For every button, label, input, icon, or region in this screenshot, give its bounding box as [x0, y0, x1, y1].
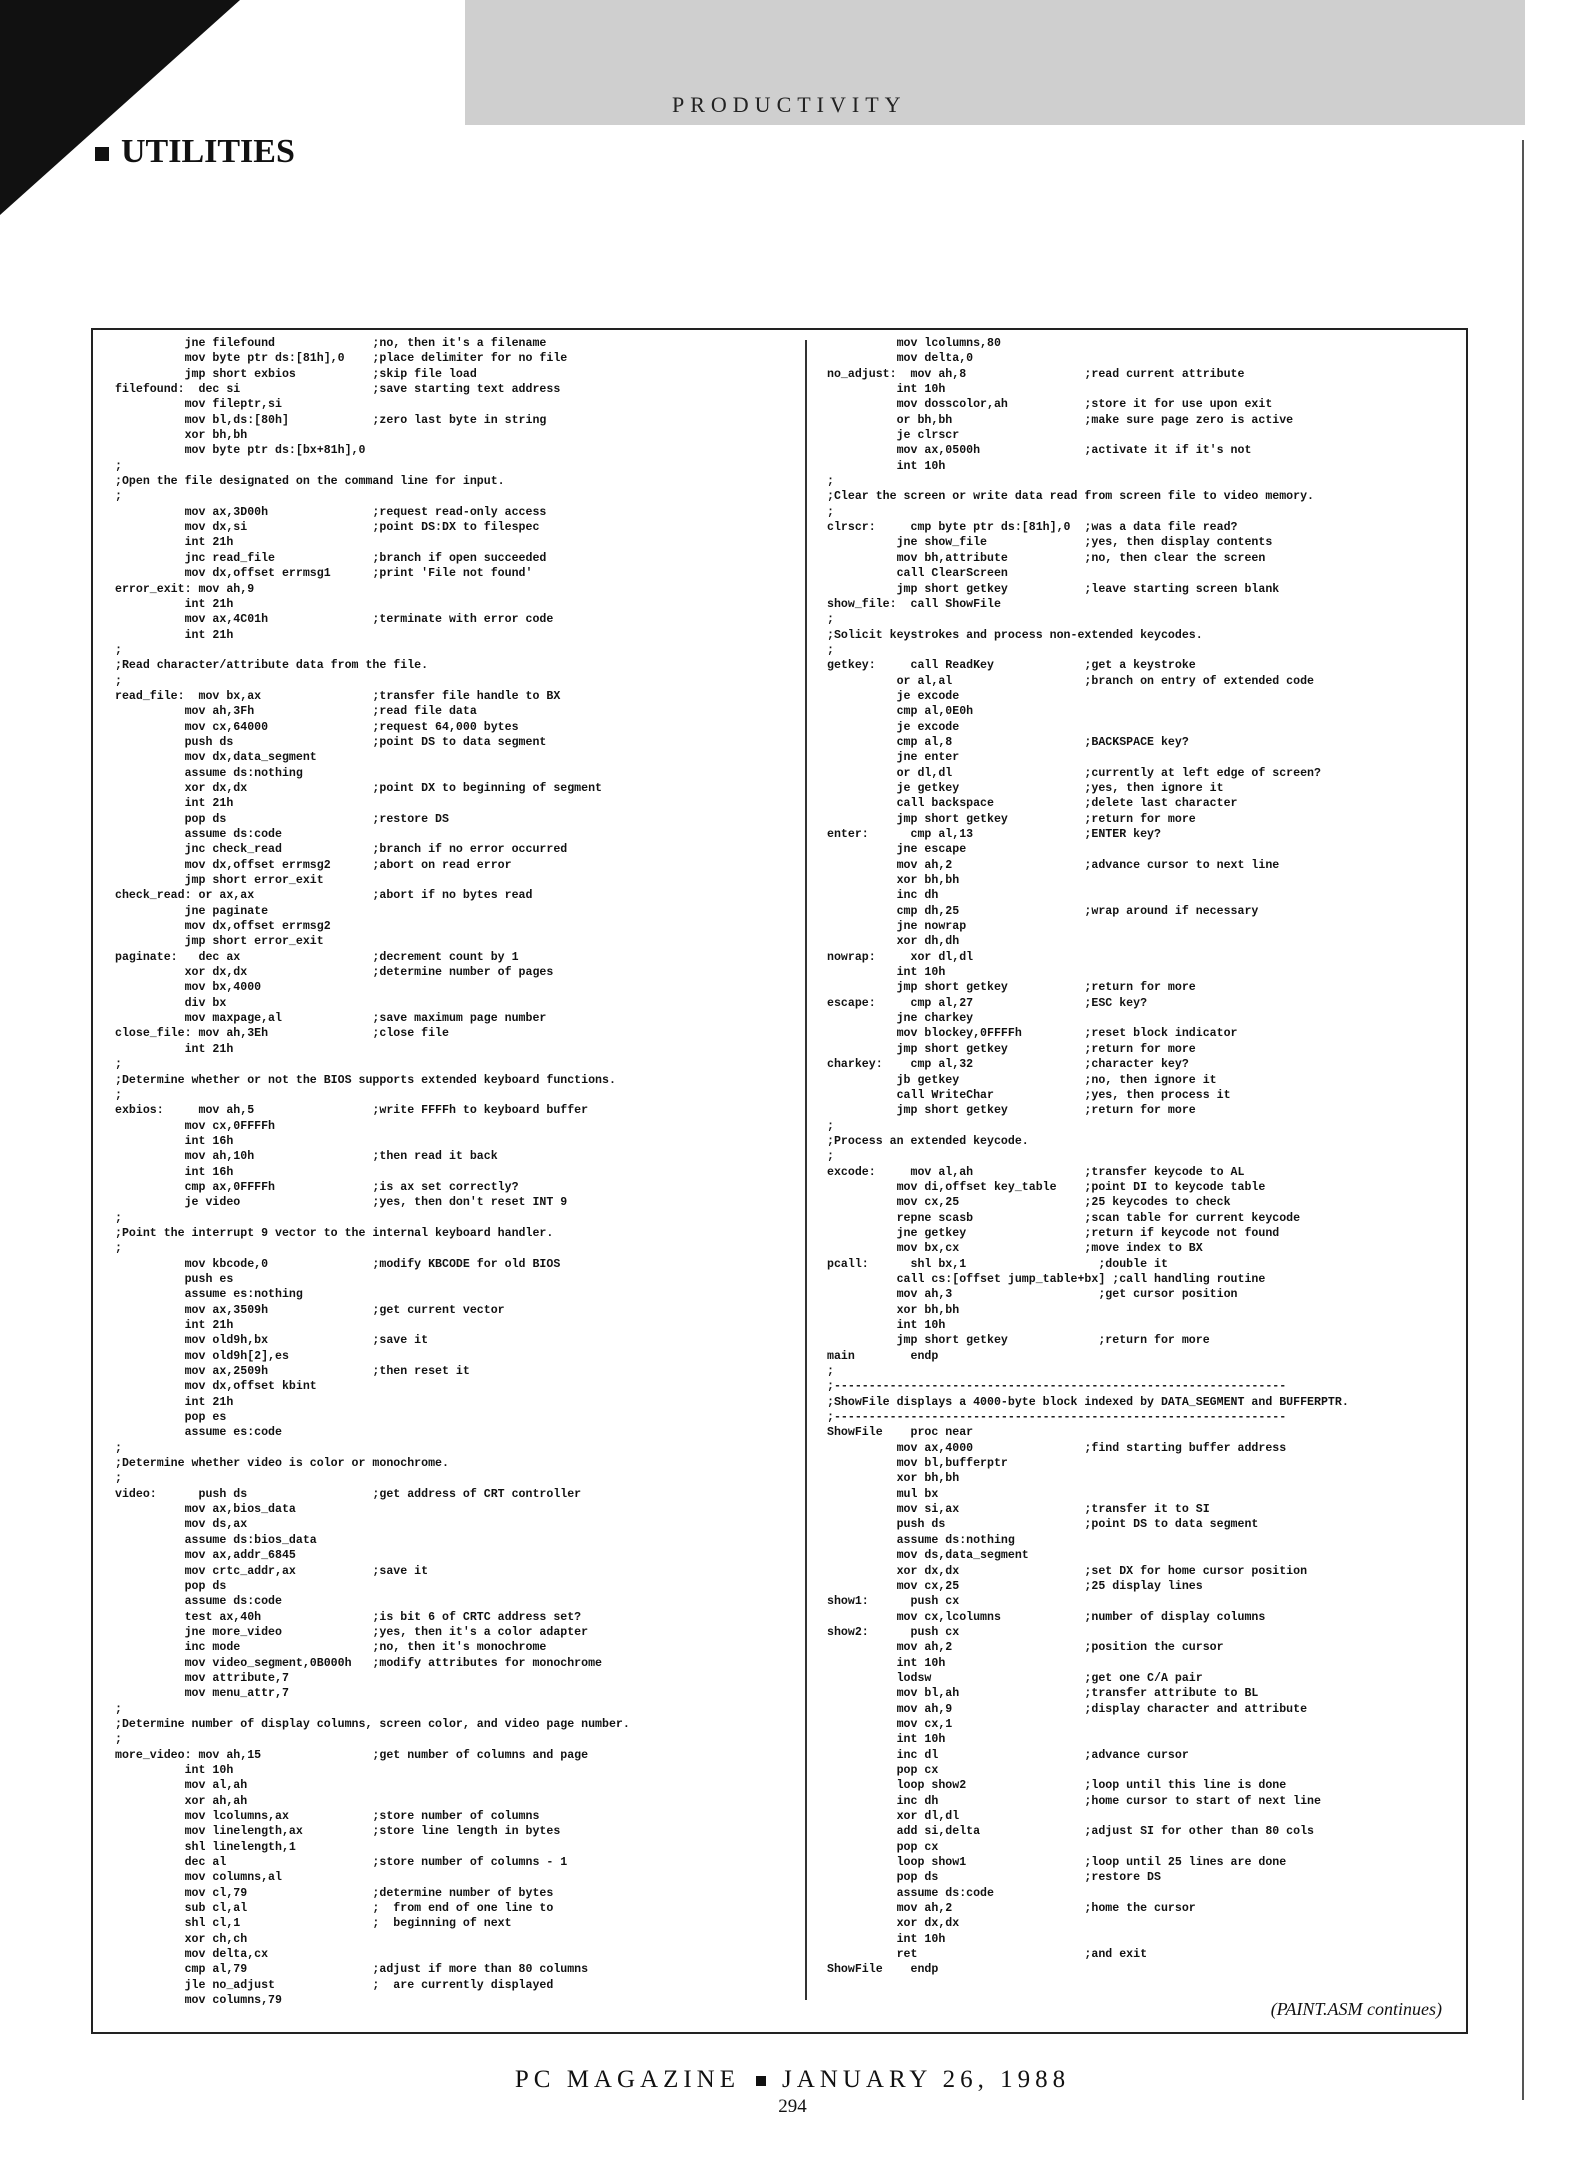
code-line: xor ch,ch — [115, 1932, 248, 1946]
code-line: xor dx,dx ;determine number of pages — [115, 966, 554, 980]
page-footer — [0, 2066, 1585, 2094]
code-line: cmp al,8 ;BACKSPACE key? — [827, 735, 1189, 749]
code-line: loop show2 ;loop until this line is done — [827, 1779, 1287, 1793]
code-line: mov kbcode,0 ;modify KBCODE for old BIOS — [115, 1257, 561, 1271]
code-line: jne escape — [827, 843, 967, 857]
code-line: push es — [115, 1272, 234, 1286]
section-heading: PRODUCTIVITY — [672, 92, 907, 117]
code-line: int 21h — [115, 1319, 234, 1332]
code-line: je getkey ;yes, then ignore it — [827, 781, 1224, 795]
code-line: jmp short getkey ;leave starting screen blank — [827, 582, 1280, 596]
code-line: ;ShowFile displays a 4000-byte block indexed by DATA_SEGMENT and BUFFERPTR. — [827, 1395, 1349, 1409]
code-line: xor dx,dx ;set DX for home cursor position — [827, 1564, 1308, 1578]
code-line: mov bl,ds:[80h] ;zero last byte in string — [115, 413, 547, 427]
code-line: pop cx — [827, 1763, 939, 1777]
code-line: pop ds — [115, 1579, 227, 1593]
code-line: mov bl,ah ;transfer attribute to BL — [827, 1687, 1259, 1701]
code-line: inc mode ;no, then it's monochrome — [115, 1641, 547, 1655]
code-line: pop ds ;restore DS — [827, 1871, 1161, 1885]
code-line: mov video_segment,0B000h ;modify attributes for monochrome — [115, 1656, 603, 1670]
code-line: ;Clear the screen or write data read from screen file to video memory. — [827, 490, 1315, 504]
code-line: jb getkey ;no, then ignore it — [827, 1073, 1217, 1087]
code-line: inc dl ;advance cursor — [827, 1748, 1189, 1762]
code-line: mov columns,79 — [115, 1994, 282, 2008]
code-line: push ds ;point DS to data segment — [115, 735, 547, 749]
code-line: ret ;and exit — [827, 1948, 1148, 1962]
code-line: jnc read_file ;branch if open succeeded — [115, 551, 547, 565]
code-line: int 10h — [827, 1932, 946, 1946]
code-line: pop es — [115, 1411, 227, 1425]
code-line: charkey: cmp al,32 ;character key? — [827, 1058, 1189, 1072]
code-line: jne getkey ;return if keycode not found — [827, 1226, 1280, 1240]
code-line: int 16h — [115, 1134, 234, 1148]
code-line: show1: push cx — [827, 1595, 960, 1609]
code-line: close_file: mov ah,3Eh ;close file — [115, 1027, 449, 1041]
code-line: mov dx,offset errmsg2 — [115, 920, 331, 934]
code-line: mov crtc_addr,ax ;save it — [115, 1564, 429, 1578]
code-line: ;Process an extended keycode. — [827, 1134, 1029, 1148]
code-line: ; — [827, 475, 834, 489]
column-separator — [805, 340, 807, 2000]
code-line: assume ds:code — [115, 1595, 282, 1609]
code-line: cmp al,0E0h — [827, 705, 974, 719]
code-line: assume ds:nothing — [827, 1533, 1015, 1547]
code-line: mov dx,offset errmsg1 ;print 'File not found' — [115, 567, 533, 581]
code-line: ; — [115, 459, 122, 473]
code-line: mov lcolumns,80 — [827, 337, 1001, 350]
code-line: show_file: call ShowFile — [827, 597, 1001, 611]
code-line: mov ax,2509h ;then reset it — [115, 1365, 470, 1379]
code-line: push ds ;point DS to data segment — [827, 1518, 1259, 1532]
code-line: ; — [115, 674, 122, 688]
code-line: mov ah,2 ;home the cursor — [827, 1902, 1196, 1916]
code-line: ; — [115, 643, 122, 657]
code-line: ;Read character/attribute data from the file. — [115, 659, 429, 673]
code-column-left — [115, 336, 795, 2008]
code-line: xor bh,bh — [827, 1303, 960, 1317]
code-line: int 16h — [115, 1165, 234, 1179]
code-line: repne scasb ;scan table for current keycode — [827, 1211, 1301, 1225]
code-line: error_exit: mov ah,9 — [115, 582, 255, 596]
code-line: assume ds:code — [827, 1886, 994, 1900]
code-line: assume ds:bios_data — [115, 1533, 317, 1547]
code-line: int 10h — [827, 383, 946, 397]
code-line: jnc check_read ;branch if no error occurred — [115, 843, 568, 857]
code-line: loop show1 ;loop until 25 lines are done — [827, 1856, 1287, 1870]
code-line: mov cx,1 — [827, 1717, 953, 1731]
code-line: jne enter — [827, 751, 960, 765]
code-line: mov dx,offset errmsg2 ;abort on read error — [115, 858, 512, 872]
code-line: mov ah,9 ;display character and attribute — [827, 1702, 1308, 1716]
code-line: inc dh — [827, 889, 939, 903]
code-line: video: push ds ;get address of CRT controller — [115, 1487, 582, 1501]
code-line: call WriteChar ;yes, then process it — [827, 1088, 1231, 1102]
code-line: ; — [827, 1150, 834, 1164]
code-line: mov bh,attribute ;no, then clear the screen — [827, 551, 1266, 565]
code-line: mov bl,bufferptr — [827, 1457, 1008, 1471]
code-line: or al,al ;branch on entry of extended code — [827, 674, 1315, 688]
code-line: more_video: mov ah,15 ;get number of columns and page — [115, 1748, 589, 1762]
code-line: mov maxpage,al ;save maximum page number — [115, 1012, 547, 1026]
code-line: int 21h — [115, 597, 234, 611]
code-line: xor ah,ah — [115, 1794, 248, 1808]
code-line: xor bh,bh — [827, 1472, 960, 1486]
code-line: mov cl,79 ;determine number of bytes — [115, 1886, 554, 1900]
code-line: ; — [115, 1088, 122, 1102]
code-line: xor dh,dh — [827, 935, 960, 949]
corner-triangle-graphic — [0, 0, 240, 215]
code-line: sub cl,al ; from end of one line to — [115, 1902, 554, 1916]
code-line: ;----------------------------------------------------------------- — [827, 1411, 1287, 1425]
code-line: jmp short getkey ;return for more — [827, 1334, 1210, 1348]
code-line: mov dosscolor,ah ;store it for use upon exit — [827, 398, 1273, 412]
code-line: assume es:nothing — [115, 1288, 303, 1302]
code-line: assume ds:code — [115, 828, 282, 841]
code-line: mov cx,64000 ;request 64,000 bytes — [115, 720, 519, 734]
code-line: exbios: mov ah,5 ;write FFFFh to keyboard buffer — [115, 1104, 589, 1118]
code-line: mov si,ax ;transfer it to SI — [827, 1503, 1210, 1517]
code-line: int 10h — [827, 1733, 946, 1747]
code-line: je excode — [827, 720, 960, 734]
code-line: ; — [115, 1242, 122, 1256]
code-line: mov dx,data_segment — [115, 751, 317, 765]
code-line: mov di,offset key_table ;point DI to keycode table — [827, 1180, 1266, 1194]
code-line: jmp short error_exit — [115, 935, 324, 949]
code-line: lodsw ;get one C/A pair — [827, 1671, 1203, 1685]
code-line: mov ah,3Fh ;read file data — [115, 705, 477, 719]
code-line: mov dx,offset kbint — [115, 1380, 317, 1394]
code-line: mov bx,cx ;move index to BX — [827, 1242, 1203, 1256]
code-line: add si,delta ;adjust SI for other than 80 cols — [827, 1825, 1315, 1839]
code-line: mov ah,3 ;get cursor position — [827, 1288, 1238, 1302]
code-line: no_adjust: mov ah,8 ;read current attribute — [827, 367, 1245, 381]
code-line: div bx — [115, 996, 227, 1010]
code-line: mov delta,0 — [827, 352, 974, 366]
code-line: jmp short getkey ;return for more — [827, 812, 1196, 826]
code-line: main endp — [827, 1349, 939, 1363]
code-line: mov attribute,7 — [115, 1671, 289, 1685]
code-line: ; — [115, 1211, 122, 1225]
code-line: mov cx,25 ;25 keycodes to check — [827, 1196, 1231, 1210]
code-line: inc dh ;home cursor to start of next line — [827, 1794, 1321, 1808]
code-line: mov bx,4000 — [115, 981, 262, 995]
code-line: mov ds,ax — [115, 1518, 248, 1532]
code-line: paginate: dec ax ;decrement count by 1 — [115, 950, 519, 964]
code-line: xor dx,dx — [827, 1917, 960, 1931]
code-line: mov byte ptr ds:[bx+81h],0 — [115, 444, 366, 458]
footer-date: JANUARY 26, 1988 — [782, 2066, 1071, 2093]
page-margin-rule — [1522, 140, 1524, 2100]
code-line: pcall: shl bx,1 ;double it — [827, 1257, 1168, 1271]
code-line: mov ah,10h ;then read it back — [115, 1150, 498, 1164]
code-line: ; — [827, 643, 834, 657]
code-line: jne more_video ;yes, then it's a color adapter — [115, 1625, 589, 1639]
code-line: show2: push cx — [827, 1625, 960, 1639]
code-line: read_file: mov bx,ax ;transfer file handle to BX — [115, 689, 561, 703]
code-line: mov ah,2 ;advance cursor to next line — [827, 858, 1280, 872]
code-line: mov cx,lcolumns ;number of display columns — [827, 1610, 1266, 1624]
code-line: ; — [115, 1472, 122, 1486]
code-line: je video ;yes, then don't reset INT 9 — [115, 1196, 568, 1210]
code-line: int 10h — [827, 966, 946, 980]
code-line: call backspace ;delete last character — [827, 797, 1238, 811]
code-line: or bh,bh ;make sure page zero is active — [827, 413, 1294, 427]
code-line: ShowFile proc near — [827, 1426, 974, 1440]
code-line: mov old9h[2],es — [115, 1349, 289, 1363]
page-number: 294 — [778, 2096, 807, 2117]
code-line: mov al,ah — [115, 1779, 248, 1793]
code-line: jne paginate — [115, 904, 269, 918]
code-line: cmp ax,0FFFFh ;is ax set correctly? — [115, 1180, 519, 1194]
code-line: mov byte ptr ds:[81h],0 ;place delimiter for no file — [115, 352, 568, 366]
code-line: mov ax,4000 ;find starting buffer address — [827, 1441, 1287, 1455]
code-line: jmp short getkey ;return for more — [827, 981, 1196, 995]
code-line: ; — [827, 613, 834, 627]
code-line: clrscr: cmp byte ptr ds:[81h],0 ;was a data file read? — [827, 521, 1238, 535]
code-line: mov old9h,bx ;save it — [115, 1334, 429, 1348]
code-line: mov blockey,0FFFFh ;reset block indicator — [827, 1027, 1238, 1041]
code-line: ; — [827, 505, 834, 519]
code-line: mov ax,addr_6845 — [115, 1549, 296, 1563]
code-line: ; — [827, 1119, 834, 1133]
code-line: call cs:[offset jump_table+bx] ;call handling routine — [827, 1272, 1266, 1286]
code-line: jmp short exbios ;skip file load — [115, 367, 477, 381]
column-title — [95, 133, 295, 171]
code-line: enter: cmp al,13 ;ENTER key? — [827, 828, 1161, 841]
code-line: nowrap: xor dl,dl — [827, 950, 974, 964]
code-line: je excode — [827, 689, 960, 703]
code-line: mov ds,data_segment — [827, 1549, 1029, 1563]
code-line: xor dx,dx ;point DX to beginning of segment — [115, 781, 603, 795]
code-line: mov cx,0FFFFh — [115, 1119, 276, 1133]
code-line: int 10h — [827, 1319, 946, 1332]
code-line: jle no_adjust ; are currently displayed — [115, 1978, 554, 1992]
code-line: assume ds:nothing — [115, 766, 303, 780]
code-line: dec al ;store number of columns - 1 — [115, 1856, 568, 1870]
code-line: int 21h — [115, 536, 234, 550]
code-line: ; — [115, 1441, 122, 1455]
code-line: int 10h — [827, 1656, 946, 1670]
code-line: int 10h — [827, 459, 946, 473]
code-line: mov ax,3D00h ;request read-only access — [115, 505, 547, 519]
header-gray-band — [465, 0, 1525, 125]
code-line: shl linelength,1 — [115, 1840, 296, 1854]
code-line: jne show_file ;yes, then display contents — [827, 536, 1273, 550]
code-line: mov delta,cx — [115, 1948, 269, 1962]
code-line: mov ax,bios_data — [115, 1503, 296, 1517]
code-line: call ClearScreen — [827, 567, 1008, 581]
code-line: jmp short error_exit — [115, 874, 324, 888]
footer-magazine: PC MAGAZINE — [514, 2066, 741, 2093]
code-line: ;Open the file designated on the command line for input. — [115, 475, 505, 489]
code-line: jne charkey — [827, 1012, 974, 1026]
code-line: assume es:code — [115, 1426, 282, 1440]
code-line: jne nowrap — [827, 920, 967, 934]
code-line: ; — [827, 1365, 834, 1379]
code-line: mov fileptr,si — [115, 398, 282, 412]
code-line: xor bh,bh — [827, 874, 960, 888]
code-line: mov cx,25 ;25 display lines — [827, 1579, 1203, 1593]
code-line: pop ds ;restore DS — [115, 812, 449, 826]
code-line: mov columns,al — [115, 1871, 282, 1885]
code-line: int 21h — [115, 1042, 234, 1056]
code-line: ; — [115, 1702, 122, 1716]
code-line: ;Determine whether video is color or monochrome. — [115, 1457, 449, 1471]
column-title-text: UTILITIES — [121, 133, 295, 170]
code-line: mul bx — [827, 1487, 939, 1501]
code-line: escape: cmp al,27 ;ESC key? — [827, 996, 1148, 1010]
code-line: cmp al,79 ;adjust if more than 80 columns — [115, 1963, 589, 1977]
code-line: getkey: call ReadKey ;get a keystroke — [827, 659, 1196, 673]
code-line: mov lcolumns,ax ;store number of columns — [115, 1810, 540, 1823]
code-line: pop cx — [827, 1840, 939, 1854]
code-line: ;Solicit keystrokes and process non-extended keycodes. — [827, 628, 1203, 642]
code-line: mov linelength,ax ;store line length in bytes — [115, 1825, 561, 1839]
code-line: ShowFile endp — [827, 1963, 939, 1977]
code-line: filefound: dec si ;save starting text address — [115, 383, 561, 397]
code-line: test ax,40h ;is bit 6 of CRTC address set? — [115, 1610, 582, 1624]
code-line: shl cl,1 ; beginning of next — [115, 1917, 512, 1931]
code-line: int 21h — [115, 628, 234, 642]
code-line: ;Determine whether or not the BIOS supports extended keyboard functions. — [115, 1073, 616, 1087]
code-line: ;Determine number of display columns, screen color, and video page number. — [115, 1717, 630, 1731]
code-line: ; — [115, 1058, 122, 1072]
code-line: ;Point the interrupt 9 vector to the internal keyboard handler. — [115, 1226, 554, 1240]
footer-bullet-icon — [756, 2076, 766, 2086]
code-column-right — [827, 336, 1467, 1978]
code-line: ;----------------------------------------------------------------- — [827, 1380, 1287, 1394]
code-line: excode: mov al,ah ;transfer keycode to AL — [827, 1165, 1245, 1179]
code-line: check_read: or ax,ax ;abort if no bytes read — [115, 889, 533, 903]
code-line: cmp dh,25 ;wrap around if necessary — [827, 904, 1259, 918]
code-line: je clrscr — [827, 429, 960, 443]
code-line: xor bh,bh — [115, 429, 248, 443]
code-line: ; — [115, 1733, 122, 1747]
code-line: jne filefound ;no, then it's a filename — [115, 337, 547, 350]
code-line: jmp short getkey ;return for more — [827, 1042, 1196, 1056]
code-line: mov menu_attr,7 — [115, 1687, 289, 1701]
code-line: int 21h — [115, 1395, 234, 1409]
code-line: jmp short getkey ;return for more — [827, 1104, 1196, 1118]
code-line: mov dx,si ;point DS:DX to filespec — [115, 521, 540, 535]
code-line: mov ax,4C01h ;terminate with error code — [115, 613, 554, 627]
code-line: int 21h — [115, 797, 234, 811]
code-line: xor dl,dl — [827, 1810, 960, 1823]
code-line: mov ax,3509h ;get current vector — [115, 1303, 505, 1317]
code-line: mov ah,2 ;position the cursor — [827, 1641, 1224, 1655]
continued-note: (PAINT.ASM continues) — [1270, 1999, 1442, 2019]
code-line: ; — [115, 490, 122, 504]
square-bullet-icon — [95, 147, 109, 161]
code-listing-box — [91, 328, 1468, 2034]
code-line: int 10h — [115, 1763, 234, 1777]
code-line: or dl,dl ;currently at left edge of screen? — [827, 766, 1321, 780]
code-line: mov ax,0500h ;activate it if it's not — [827, 444, 1252, 458]
